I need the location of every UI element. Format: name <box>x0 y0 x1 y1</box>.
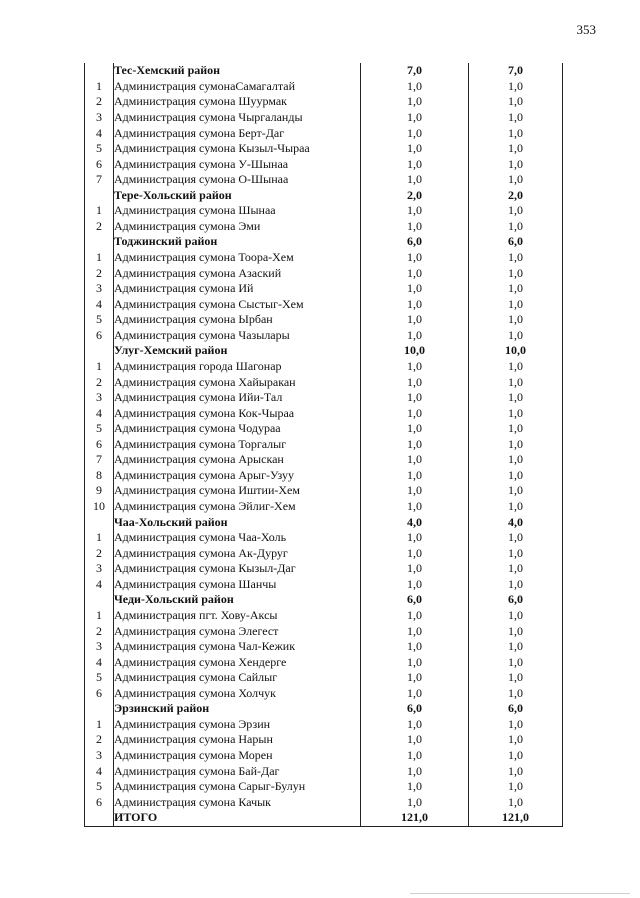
row-number <box>85 188 114 204</box>
row-name: Тес-Хемский район <box>114 63 221 78</box>
row-value-1: 1,0 <box>361 250 469 266</box>
row-name: Администрация сумона Качык <box>114 794 272 809</box>
row-name: Администрация сумона Хендерге <box>114 654 287 669</box>
row-number: 6 <box>85 794 114 810</box>
row-name: Администрация сумона Шуурмак <box>114 94 287 109</box>
row-value-1: 121,0 <box>361 810 469 826</box>
table-row <box>85 125 563 141</box>
row-number: 5 <box>85 141 114 157</box>
table-row <box>85 452 563 468</box>
row-number <box>85 701 114 717</box>
row-name: Администрация сумона Иштии-Хем <box>114 483 300 498</box>
row-value-2: 1,0 <box>469 748 563 764</box>
row-value-1: 1,0 <box>361 779 469 795</box>
row-value-1: 1,0 <box>361 172 469 188</box>
row-value-2: 7,0 <box>469 63 563 79</box>
row-name: Администрация сумона Торгалыг <box>114 436 287 451</box>
row-number: 4 <box>85 405 114 421</box>
row-number: 3 <box>85 110 114 126</box>
district-row <box>85 343 563 359</box>
row-value-1: 1,0 <box>361 794 469 810</box>
row-number: 1 <box>85 530 114 546</box>
row-name: Администрация сумона Эми <box>114 218 261 233</box>
district-row <box>85 514 563 530</box>
row-number: 1 <box>85 717 114 733</box>
row-value-1: 1,0 <box>361 219 469 235</box>
row-number: 5 <box>85 670 114 686</box>
table-row <box>85 250 563 266</box>
table-row <box>85 732 563 748</box>
row-number: 2 <box>85 94 114 110</box>
row-value-1: 6,0 <box>361 234 469 250</box>
row-number: 10 <box>85 499 114 515</box>
row-name: Чеди-Хольский район <box>114 592 234 607</box>
row-name: Улуг-Хемский район <box>114 343 228 358</box>
row-number: 6 <box>85 686 114 702</box>
table-row <box>85 281 563 297</box>
row-value-1: 1,0 <box>361 110 469 126</box>
row-value-2: 1,0 <box>469 203 563 219</box>
table-row <box>85 499 563 515</box>
row-value-1: 6,0 <box>361 592 469 608</box>
row-value-2: 6,0 <box>469 701 563 717</box>
row-name: Эрзинский район <box>114 701 210 716</box>
row-name: Администрация сумона Чазылары <box>114 327 290 342</box>
table-row <box>85 374 563 390</box>
row-name: Администрация сумона Ий <box>114 281 254 296</box>
row-value-2: 1,0 <box>469 763 563 779</box>
row-value-1: 1,0 <box>361 265 469 281</box>
row-number: 5 <box>85 421 114 437</box>
row-value-2: 1,0 <box>469 608 563 624</box>
table-row <box>85 623 563 639</box>
row-name: Администрация сумона Ырбан <box>114 312 273 327</box>
row-value-2: 1,0 <box>469 717 563 733</box>
table-row <box>85 717 563 733</box>
row-value-2: 1,0 <box>469 499 563 515</box>
row-value-2: 1,0 <box>469 141 563 157</box>
row-value-2: 1,0 <box>469 172 563 188</box>
row-value-2: 1,0 <box>469 94 563 110</box>
row-number <box>85 63 114 79</box>
row-number: 3 <box>85 639 114 655</box>
row-value-2: 6,0 <box>469 234 563 250</box>
table-row <box>85 110 563 126</box>
row-value-2: 1,0 <box>469 390 563 406</box>
row-value-2: 1,0 <box>469 623 563 639</box>
row-value-1: 1,0 <box>361 530 469 546</box>
row-value-2: 1,0 <box>469 281 563 297</box>
table-row <box>85 390 563 406</box>
table-row <box>85 172 563 188</box>
row-name: Администрация сумона О-Шынаа <box>114 172 289 187</box>
row-value-2: 1,0 <box>469 732 563 748</box>
row-number: 4 <box>85 577 114 593</box>
row-number: 1 <box>85 359 114 375</box>
district-row <box>85 592 563 608</box>
row-number <box>85 343 114 359</box>
row-name: Администрация города Шагонар <box>114 358 282 373</box>
table-row <box>85 763 563 779</box>
row-value-2: 2,0 <box>469 188 563 204</box>
row-number: 2 <box>85 374 114 390</box>
row-value-2: 1,0 <box>469 110 563 126</box>
table-row <box>85 654 563 670</box>
district-row <box>85 188 563 204</box>
row-name: Администрация сумона Чаа-Холь <box>114 530 287 545</box>
row-name: ИТОГО <box>114 810 361 826</box>
row-name: Администрация сумона Эйлиг-Хем <box>114 499 296 514</box>
table-row <box>85 219 563 235</box>
row-number: 6 <box>85 437 114 453</box>
scan-artifact-line <box>410 893 630 894</box>
row-value-2: 1,0 <box>469 156 563 172</box>
row-number: 4 <box>85 125 114 141</box>
row-value-2: 1,0 <box>469 359 563 375</box>
row-value-2: 1,0 <box>469 654 563 670</box>
table-row <box>85 530 563 546</box>
row-number: 2 <box>85 623 114 639</box>
table-row <box>85 156 563 172</box>
row-value-2: 1,0 <box>469 561 563 577</box>
row-value-1: 1,0 <box>361 483 469 499</box>
row-value-1: 1,0 <box>361 281 469 297</box>
row-value-1: 1,0 <box>361 686 469 702</box>
row-number: 7 <box>85 452 114 468</box>
row-value-2: 1,0 <box>469 794 563 810</box>
row-value-1: 1,0 <box>361 312 469 328</box>
row-name: Администрация сумона Чодураа <box>114 421 281 436</box>
row-number <box>85 514 114 530</box>
row-value-1: 1,0 <box>361 561 469 577</box>
allocation-table <box>84 63 563 827</box>
row-number: 4 <box>85 296 114 312</box>
table-row <box>85 296 563 312</box>
row-value-2: 1,0 <box>469 437 563 453</box>
row-number: 1 <box>85 203 114 219</box>
row-value-1: 1,0 <box>361 468 469 484</box>
row-value-1: 1,0 <box>361 141 469 157</box>
row-name: Администрация сумона Ийи-Тал <box>114 390 283 405</box>
row-name: Администрация сумона Кызыл-Чыраа <box>114 141 310 156</box>
row-number: 1 <box>85 250 114 266</box>
row-value-2: 1,0 <box>469 468 563 484</box>
row-name: Администрация сумона Морен <box>114 748 273 763</box>
row-value-1: 1,0 <box>361 156 469 172</box>
row-number: 6 <box>85 328 114 344</box>
row-name: Администрация сумона Берт-Даг <box>114 125 285 140</box>
row-name: Чаа-Хольский район <box>114 514 228 529</box>
row-value-1: 1,0 <box>361 748 469 764</box>
row-value-2: 10,0 <box>469 343 563 359</box>
row-name: Администрация сумона Сарыг-Булун <box>114 779 306 794</box>
table-row <box>85 561 563 577</box>
row-name: Администрация сумона Кызыл-Даг <box>114 561 296 576</box>
row-value-1: 1,0 <box>361 499 469 515</box>
table-row <box>85 748 563 764</box>
table-row <box>85 577 563 593</box>
row-value-1: 1,0 <box>361 545 469 561</box>
table-row <box>85 328 563 344</box>
row-name: Тоджинский район <box>114 234 218 249</box>
row-value-2: 1,0 <box>469 296 563 312</box>
row-name: Администрация сумона Тоора-Хем <box>114 250 294 265</box>
row-name: Администрация сумона Эрзин <box>114 716 271 731</box>
row-name: Администрация сумона Шынаа <box>114 203 276 218</box>
row-name: Администрация сумона Арыскан <box>114 452 284 467</box>
row-value-1: 1,0 <box>361 623 469 639</box>
row-number: 8 <box>85 468 114 484</box>
table-row <box>85 779 563 795</box>
row-value-2: 1,0 <box>469 779 563 795</box>
row-value-2: 4,0 <box>469 514 563 530</box>
row-number <box>85 810 114 826</box>
table-body <box>85 63 563 826</box>
row-value-1: 1,0 <box>361 717 469 733</box>
row-value-1: 1,0 <box>361 94 469 110</box>
row-name: Администрация сумона Сыстыг-Хем <box>114 296 304 311</box>
row-value-2: 121,0 <box>469 810 563 826</box>
row-value-2: 1,0 <box>469 312 563 328</box>
row-name: Администрация сумона Ак-Дуруг <box>114 545 288 560</box>
row-value-1: 10,0 <box>361 343 469 359</box>
row-number: 2 <box>85 732 114 748</box>
row-value-2: 6,0 <box>469 592 563 608</box>
row-value-2: 1,0 <box>469 405 563 421</box>
row-number: 7 <box>85 172 114 188</box>
table-row <box>85 312 563 328</box>
row-value-2: 1,0 <box>469 686 563 702</box>
row-value-2: 1,0 <box>469 452 563 468</box>
table-row <box>85 545 563 561</box>
row-name: Администрация сумона Чал-Кежик <box>114 639 296 654</box>
row-number: 9 <box>85 483 114 499</box>
row-name: Тере-Хольский район <box>114 187 232 202</box>
total-row <box>85 810 563 826</box>
table-row <box>85 670 563 686</box>
table-row <box>85 483 563 499</box>
row-name: Администрация сумона Нарын <box>114 732 273 747</box>
row-value-1: 1,0 <box>361 296 469 312</box>
row-value-1: 2,0 <box>361 188 469 204</box>
row-value-2: 1,0 <box>469 265 563 281</box>
row-number: 1 <box>85 608 114 624</box>
table-row <box>85 141 563 157</box>
table-row <box>85 405 563 421</box>
table-row <box>85 639 563 655</box>
row-value-1: 1,0 <box>361 374 469 390</box>
row-value-1: 1,0 <box>361 654 469 670</box>
row-value-1: 6,0 <box>361 701 469 717</box>
row-value-2: 1,0 <box>469 670 563 686</box>
row-value-1: 1,0 <box>361 125 469 141</box>
row-value-1: 1,0 <box>361 359 469 375</box>
row-value-1: 1,0 <box>361 437 469 453</box>
table-row <box>85 794 563 810</box>
row-value-1: 1,0 <box>361 670 469 686</box>
row-name: Администрация сумона Арыг-Узуу <box>114 467 294 482</box>
row-name: Администрация сумона Шанчы <box>114 576 277 591</box>
row-name: Администрация пгт. Хову-Аксы <box>114 607 278 622</box>
row-name: Администрация сумона У-Шынаа <box>114 156 289 171</box>
row-number: 4 <box>85 763 114 779</box>
row-number: 3 <box>85 561 114 577</box>
row-name: Администрация сумона Сайлыг <box>114 670 278 685</box>
row-value-2: 1,0 <box>469 421 563 437</box>
district-row <box>85 63 563 79</box>
row-number: 2 <box>85 545 114 561</box>
table-row <box>85 94 563 110</box>
row-value-2: 1,0 <box>469 250 563 266</box>
row-value-1: 1,0 <box>361 390 469 406</box>
page-number: 353 <box>576 22 596 37</box>
table-row <box>85 203 563 219</box>
row-value-2: 1,0 <box>469 79 563 95</box>
row-name: Администрация сумона Холчук <box>114 685 276 700</box>
row-number: 5 <box>85 312 114 328</box>
row-number: 2 <box>85 265 114 281</box>
table-row <box>85 686 563 702</box>
district-row <box>85 234 563 250</box>
row-value-1: 1,0 <box>361 452 469 468</box>
row-name: Администрация сумона Бай-Даг <box>114 763 280 778</box>
table-row <box>85 608 563 624</box>
row-value-2: 1,0 <box>469 577 563 593</box>
table-row <box>85 359 563 375</box>
district-row <box>85 701 563 717</box>
row-value-2: 1,0 <box>469 483 563 499</box>
row-value-2: 1,0 <box>469 530 563 546</box>
row-number: 2 <box>85 219 114 235</box>
row-number: 1 <box>85 79 114 95</box>
table-row <box>85 437 563 453</box>
row-value-2: 1,0 <box>469 374 563 390</box>
row-number: 5 <box>85 779 114 795</box>
row-value-1: 1,0 <box>361 405 469 421</box>
row-value-1: 1,0 <box>361 79 469 95</box>
row-number <box>85 234 114 250</box>
row-value-1: 1,0 <box>361 328 469 344</box>
table-row <box>85 421 563 437</box>
row-name: Администрация сумонаСамагалтай <box>114 78 296 93</box>
row-value-1: 1,0 <box>361 577 469 593</box>
row-number: 3 <box>85 281 114 297</box>
row-number: 6 <box>85 156 114 172</box>
table-row <box>85 468 563 484</box>
row-value-2: 1,0 <box>469 219 563 235</box>
row-number <box>85 592 114 608</box>
table-row <box>85 79 563 95</box>
row-number: 3 <box>85 390 114 406</box>
row-value-1: 1,0 <box>361 421 469 437</box>
row-value-2: 1,0 <box>469 639 563 655</box>
row-value-1: 1,0 <box>361 639 469 655</box>
table-row <box>85 265 563 281</box>
row-value-1: 1,0 <box>361 203 469 219</box>
row-name: Администрация сумона Хайыракан <box>114 374 296 389</box>
row-value-2: 1,0 <box>469 545 563 561</box>
row-name: Администрация сумона Кок-Чыраа <box>114 405 295 420</box>
row-name: Администрация сумона Элегест <box>114 623 279 638</box>
row-value-2: 1,0 <box>469 125 563 141</box>
row-value-1: 1,0 <box>361 608 469 624</box>
row-number: 4 <box>85 654 114 670</box>
row-value-1: 7,0 <box>361 63 469 79</box>
row-name: Администрация сумона Азаский <box>114 265 282 280</box>
row-value-1: 1,0 <box>361 732 469 748</box>
row-value-1: 1,0 <box>361 763 469 779</box>
row-number: 3 <box>85 748 114 764</box>
row-value-2: 1,0 <box>469 328 563 344</box>
row-value-1: 4,0 <box>361 514 469 530</box>
row-name: Администрация сумона Чыргаланды <box>114 109 303 124</box>
